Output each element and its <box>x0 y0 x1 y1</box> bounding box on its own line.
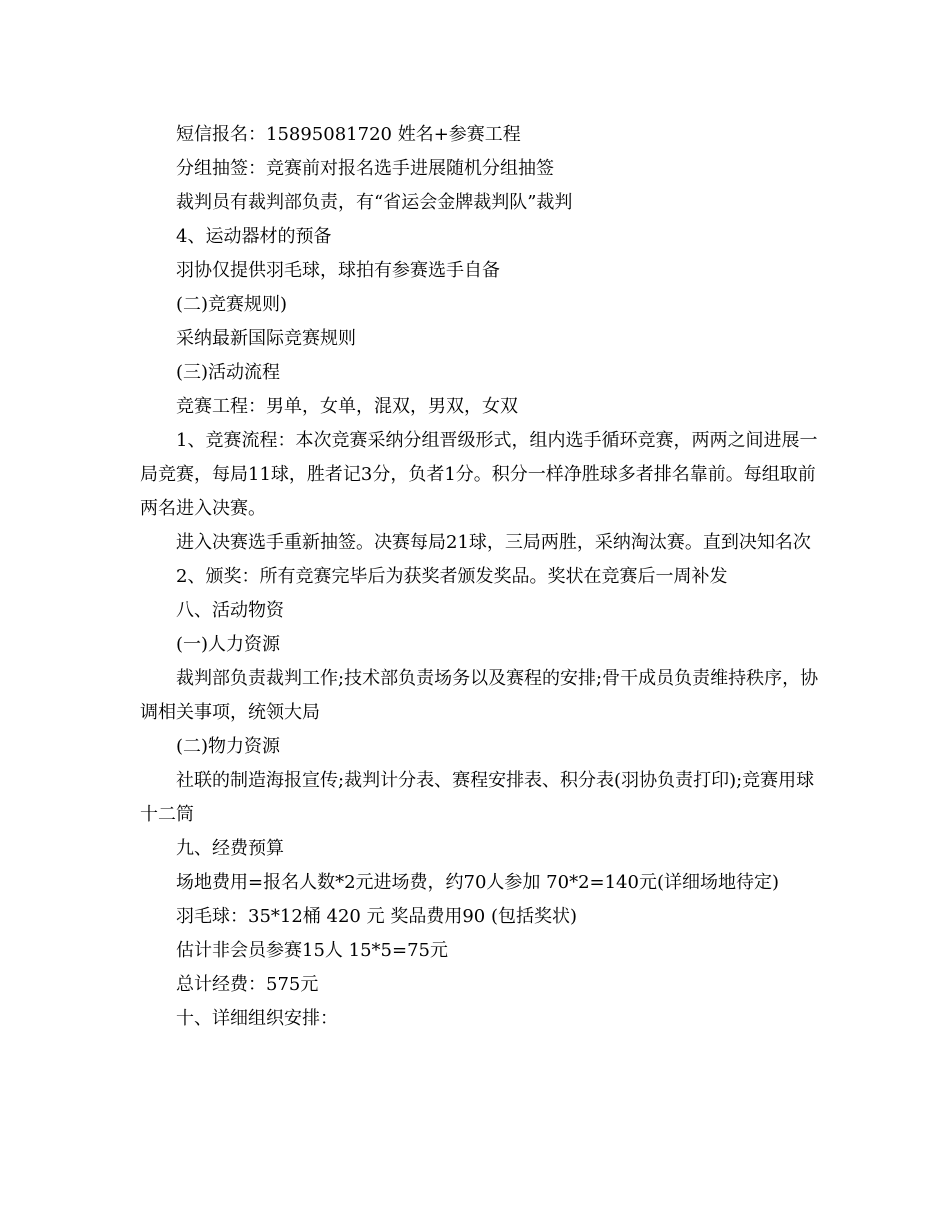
paragraph-sms-signup: 短信报名：15895081720 姓名+参赛工程 <box>176 124 521 145</box>
paragraph-competition-process: 1、竞赛流程：本次竞赛采纳分组晋级形式，组内选手循环竞赛，两两之间进展一局竞赛，每局11球，胜者记3分，负者1分。积分一样净胜球多者排名靠前。每组取前两名进入决赛。 <box>140 430 818 519</box>
paragraph-events: 竞赛工程：男单，女单，混双，男双，女双 <box>176 396 518 417</box>
heading-equipment: 4、运动器材的预备 <box>176 226 332 247</box>
paragraph-human-resources: 裁判部负责裁判工作;技术部负责场务以及赛程的安排;骨干成员负责维持秩序，协调相关事项，统领大局 <box>140 668 819 723</box>
heading-budget: 九、经费预算 <box>176 838 284 859</box>
paragraph-venue-cost: 场地费用=报名人数*2元进场费，约70人参加 70*2=140元(详细场地待定) <box>176 872 779 893</box>
heading-organization: 十、详细组织安排： <box>176 1008 338 1029</box>
heading-rules: (二)竞赛规则) <box>176 294 288 315</box>
heading-human-resources: (一)人力资源 <box>176 634 281 655</box>
heading-process: (三)活动流程 <box>176 362 281 383</box>
paragraph-total-budget: 总计经费：575元 <box>176 974 319 995</box>
paragraph-group-draw: 分组抽签：竞赛前对报名选手进展随机分组抽签 <box>176 158 554 179</box>
paragraph-rules: 采纳最新国际竞赛规则 <box>176 328 356 349</box>
paragraph-shuttlecock-cost: 羽毛球：35*12桶 420 元 奖品费用90 (包括奖状) <box>176 906 577 927</box>
paragraph-material-resources: 社联的制造海报宣传;裁判计分表、赛程安排表、积分表(羽协负责打印);竞赛用球十二筒 <box>140 770 815 825</box>
paragraph-referees: 裁判员有裁判部负责，有“省运会金牌裁判队”裁判 <box>176 192 573 213</box>
document-body <box>140 118 830 1036</box>
heading-material-resources: (二)物力资源 <box>176 736 281 757</box>
heading-materials: 八、活动物资 <box>176 600 284 621</box>
paragraph-non-member-fee: 估计非会员参赛15人 15*5=75元 <box>176 940 448 961</box>
paragraph-awards: 2、颁奖：所有竞赛完毕后为获奖者颁发奖品。奖状在竞赛后一周补发 <box>176 566 728 587</box>
paragraph-equipment: 羽协仅提供羽毛球，球拍有参赛选手自备 <box>176 260 500 281</box>
paragraph-finals: 进入决赛选手重新抽签。决赛每局21球，三局两胜，采纳淘汰赛。直到决知名次 <box>176 532 811 553</box>
